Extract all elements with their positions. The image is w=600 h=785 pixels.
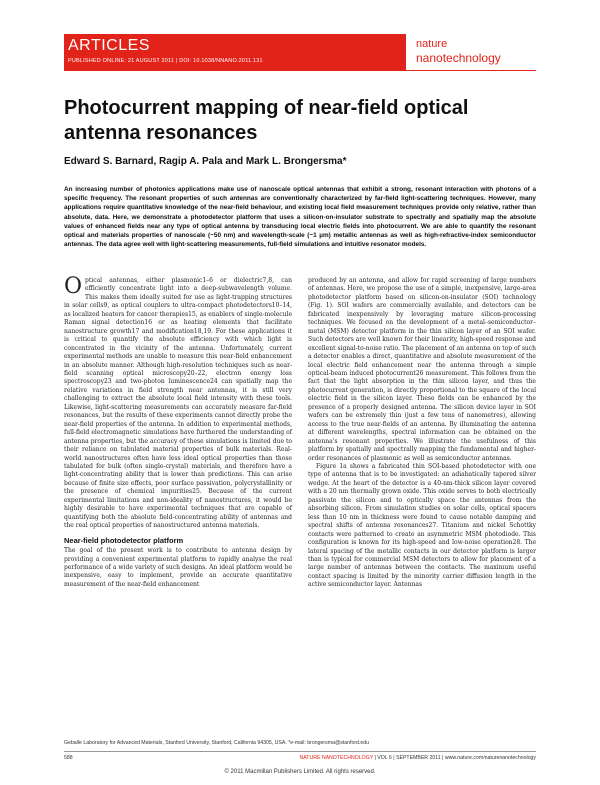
- article-title: Photocurrent mapping of near-field optical antenna resonances: [64, 97, 469, 144]
- body-text: ptical antennas, either plasmonic1–6 or dielectric7,8, can efficiently concentrate light into a deep-subwavelength volume. This makes them ideally suited for use as light-trapping structures in solar cells9, as optical couplers to ultra-compact photodetectors10–14, as localized heaters for cancer therapies15, as enablers of single-molecule Raman signal detection16 or as heating elements that facilitate nanostructure growth17 and modification18,19. For these applications it is critical to quantify the absolute efficiency with which light is concentrated in the vicinity of the antenna. Unfortunately, current experimental methods are unable to measure this near-field enhancement in an absolute manner. Although high-resolution techniques such as near-field scanning optical microscopy20–22, electron energy loss spectroscopy23 and two-photon luminescence24 can spatially map the relative variations in field strength near antennas, it is still very challenging to extract the absolute local field intensity with these tools. Likewise, light-scattering measurements can accurately measure far-field resonances, but the results of these experiments cannot directly probe the near-field properties of the antenna. In addition to experimental methods, full-field electromagnetic simulations have furthered the understanding of antenna properties, but the accuracy of these simulations is limited due to their reliance on tabulated material properties of bulk materials. Real-world nanostructures often have less ideal optical properties than those tabulated for bulk (often single-crystal) materials, and therefore have a light-concentrating ability that is lower than predictions. This can arise because of finite size effects, poor surface passivation, polycrystallinity or the presence of chemical impurities25. Because of the current experimental limitations and non-ideality of nanostructures, it would be highly desirable to have experimental techniques that are capable of quantifying both the absolute field-concentrating ability of antennas and the real optical properties of nanostructured antenna materials.: [64, 277, 292, 530]
- journal-citation: [299, 755, 536, 761]
- section-label: ARTICLES: [68, 37, 150, 54]
- abstract: An increasing number of photonics applications make use of nanoscale optical antennas that exhibit a strong, resonant interaction with photons of a specific frequency. The resonant properties of such antennas are conventionally characterized by far-field light-scattering techniques. However, many applications require quantitative knowledge of the near-field behaviour, and existing local field measurement techniques provide only relative, rather than absolute, data. Here, we demonstrate a photodetector platform that uses a silicon-on-insulator substrate to spectrally and spatially map the absolute values of enhanced fields near any type of optical antenna by transducing local electric fields into photocurrent. We are able to quantify the resonant optical and materials properties of nanoscale (~50 nm) and wavelength-scale (~1 µm) metallic antennas as well as high-refractive-index semiconductor antennas. The data agree well with light-scattering measurements, full-field simulations and intuitive resonator models.: [64, 186, 536, 249]
- footer-rule: [64, 751, 536, 752]
- body-paragraph: produced by an antenna, and allow for rapid screening of large numbers of antennas. Here, we propose the use of a simple, inexpensive, large-area photodetector platform based on silicon-on-insulator (SOI) technology (Fig. 1). SOI wafers are commercially available, and detectors can be fabricated inexpensively by leveraging mature silicon-processing techniques. We focused on the development of a metal–semiconductor–metal (MSM) detector platform in the thin silicon layer of an SOI wafer. Such detectors are well known for their linearity, high-speed response and excellent signal-to-noise ratio. The placement of an antenna on top of such a detector enables a direct, quantitative and absolute measurement of the local electric field enhancement near the antenna through a simple optical-beam induced photocurrent26 measurement. This follows from the fact that the light absorption in the thin silicon layer, and thus the photocurrent generation, is directly proportional to the square of the local electric field in the silicon layer. These fields can be enhanced by the presence of a properly designed antenna. The silicon device layer in SOI wafers can be extremely thin (just a few tens of nanometres), allowing access to the true near-fields of an antenna. By illuminating the antenna at different wavelengths, spectral information can be obtained on the antenna's resonant properties. We illustrate the usefulness of this platform by spatially and spectrally mapping the fundamental and higher-order resonances of plasmonic as well as semiconductor antennas.: [308, 277, 536, 462]
- author-list: Edward S. Barnard, Ragip A. Pala and Mark L. Brongersma*: [64, 156, 347, 167]
- journal-info: | VOL 6 | SEPTEMBER 2011 | www.nature.com/naturenanotechnology: [373, 755, 536, 761]
- drop-cap: O: [64, 274, 83, 299]
- body-paragraph: Figure 1a shows a fabricated thin SOI-based photodetector with one type of antenna that is to be investigated: an adiabatically tapered silver wedge. At the heart of the detector is a 40-nm-thick silicon layer covered with a 20 nm thermally grown oxide. This oxide serves to both electrically passivate the silicon and to optically space the antennas from the absorbing silicon. From simulation studies on solar cells, optical spacers less than 10 nm in thickness were found to cause notable damping and spectral shifts of antenna resonances27. Titanium and nickel Schottky contacts were patterned to create an asymmetric MSM photodiode. This configuration is known for its high-speed and low-noise operation28. The lateral spacing of the metallic contacts in our detector platform is larger than is typical for commercial MSM detectors to allow for placement of a large number of antennas between the contacts. The maximum useful contact spacing is limited by the minority carrier diffusion length in the active semiconductor layer. Antennas: [308, 462, 536, 589]
- section-header-bar: [64, 34, 406, 70]
- published-line: PUBLISHED ONLINE: 21 AUGUST 2011 | DOI: 10.1038/NNANO.2011.131: [68, 58, 263, 64]
- affiliation-note: Geballe Laboratory for Advanced Materials, Stanford University, Stanford, California 94305, USA. *e-mail: brongersma@stanford.edu: [64, 740, 370, 746]
- body-paragraph: The goal of the present work is to contribute to antenna design by providing a convenient experimental platform to rapidly analyse the real performance of a wide variety of such designs. An ideal platform would be inexpensive, easy to implement, provide an accurate quantitative measurement of the near-field enhancement: [64, 547, 292, 588]
- body-column-left: [64, 274, 292, 589]
- journal-name: NATURE NANOTECHNOLOGY: [299, 755, 374, 761]
- header-rule: [64, 70, 536, 71]
- copyright-notice: © 2011 Macmillan Publishers Limited. All rights reserved.: [224, 769, 376, 775]
- section-heading: Near-field photodetector platform: [64, 535, 184, 545]
- journal-logo-line1: nature: [416, 38, 448, 50]
- journal-logo-line2: nanotechnology: [416, 51, 501, 65]
- body-paragraph: [64, 274, 292, 531]
- page-number: 588: [64, 755, 73, 761]
- journal-logo: [406, 34, 536, 70]
- body-column-right: [308, 277, 536, 590]
